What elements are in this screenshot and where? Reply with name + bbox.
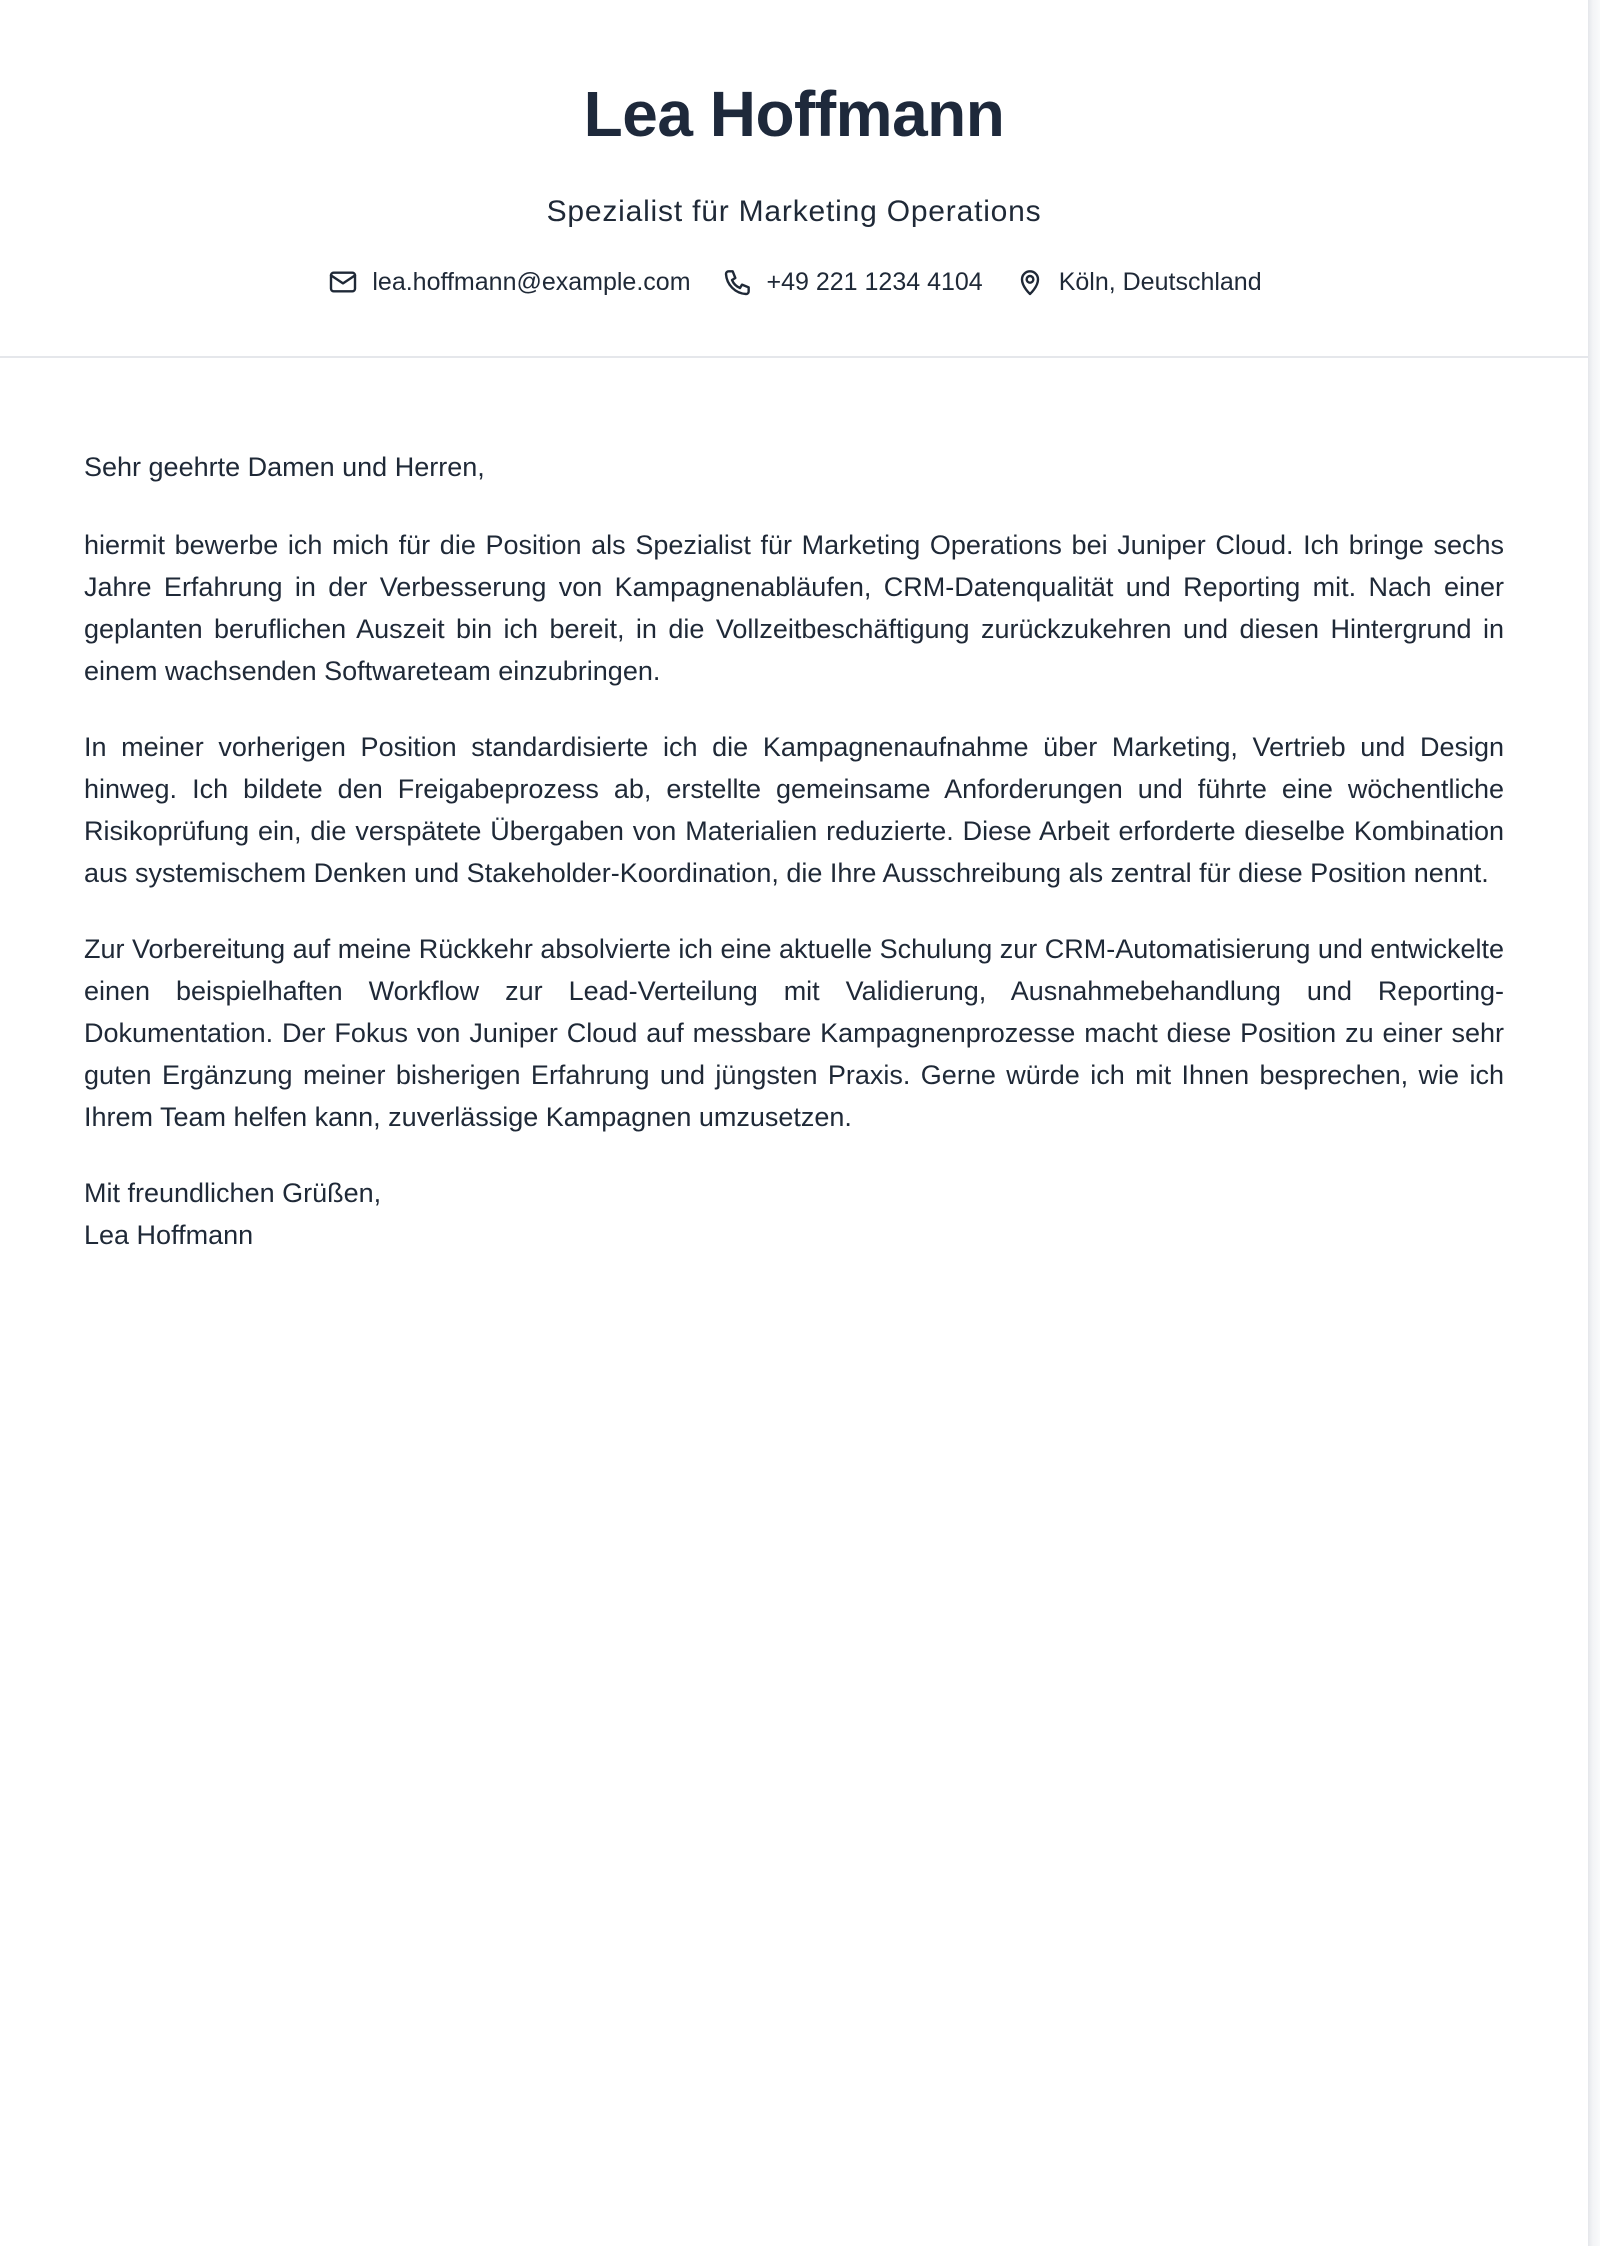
phone-text[interactable]: +49 221 1234 4104	[766, 267, 983, 296]
contact-info	[0, 262, 1588, 302]
map-pin-icon	[1013, 265, 1047, 299]
phone-icon	[721, 265, 755, 299]
mail-icon	[326, 265, 360, 299]
contact-email[interactable]	[326, 265, 690, 299]
letter-closing	[84, 1172, 1504, 1256]
salutation: Sehr geehrte Damen und Herren,	[84, 452, 485, 482]
paragraph-3: Zur Vorbereitung auf meine Rückkehr absolvierte ich eine aktuelle Schulung zur CRM-Automatisierung und entwickelte einen beispielhaften Workflow zur Lead-Verteilung mit Validierung, Ausnahmebehandlung und Reporting-Dokumentation. Der Fokus von Juniper Cloud auf messbare Kampagnenprozesse macht diese Position zu einer sehr guten Ergänzung meiner bisherigen Erfahrung und jüngsten Praxis. Gerne würde ich mit Ihnen besprechen, wie ich Ihrem Team helfen kann, zuverlässige Kampagnen umzusetzen.	[84, 934, 1504, 1132]
job-title: Spezialist für Marketing Operations	[546, 195, 1042, 228]
contact-location	[1013, 265, 1262, 299]
closing-phrase: Mit freundlichen Grüßen,	[84, 1178, 382, 1208]
contact-phone[interactable]	[721, 265, 983, 299]
page-edge-shadow	[1588, 0, 1600, 2246]
location-text: Köln, Deutschland	[1058, 267, 1262, 296]
signature-name: Lea Hoffmann	[84, 1220, 254, 1250]
paragraph-1: hiermit bewerbe ich mich für die Position als Spezialist für Marketing Operations bei Juniper Cloud. Ich bringe sechs Jahre Erfahrung in der Verbesserung von Kampagnenabläufen, CRM-Datenqualität und Reporting mit. Nach einer geplanten beruflichen Auszeit bin ich bereit, in die Vollzeitbeschäftigung zurückzukehren und diesen Hintergrund in einem wachsenden Softwareteam einzubringen.	[84, 530, 1504, 686]
applicant-name: Lea Hoffmann	[583, 78, 1005, 150]
letter-body	[84, 446, 1504, 1256]
paragraph-2: In meiner vorherigen Position standardisierte ich die Kampagnenaufnahme über Marketing, Vertrieb und Design hinweg. Ich bildete den Freigabeprozess ab, erstellte gemeinsame Anforderungen und führte eine wöchentliche Risikoprüfung ein, die verspätete Übergaben von Materialien reduzierte. Diese Arbeit erforderte dieselbe Kombination aus systemischem Denken und Stakeholder-Koordination, die Ihre Ausschreibung als zentral für diese Position nennt.	[84, 732, 1504, 888]
email-text[interactable]: lea.hoffmann@example.com	[372, 267, 691, 296]
letter-header	[0, 0, 1588, 358]
